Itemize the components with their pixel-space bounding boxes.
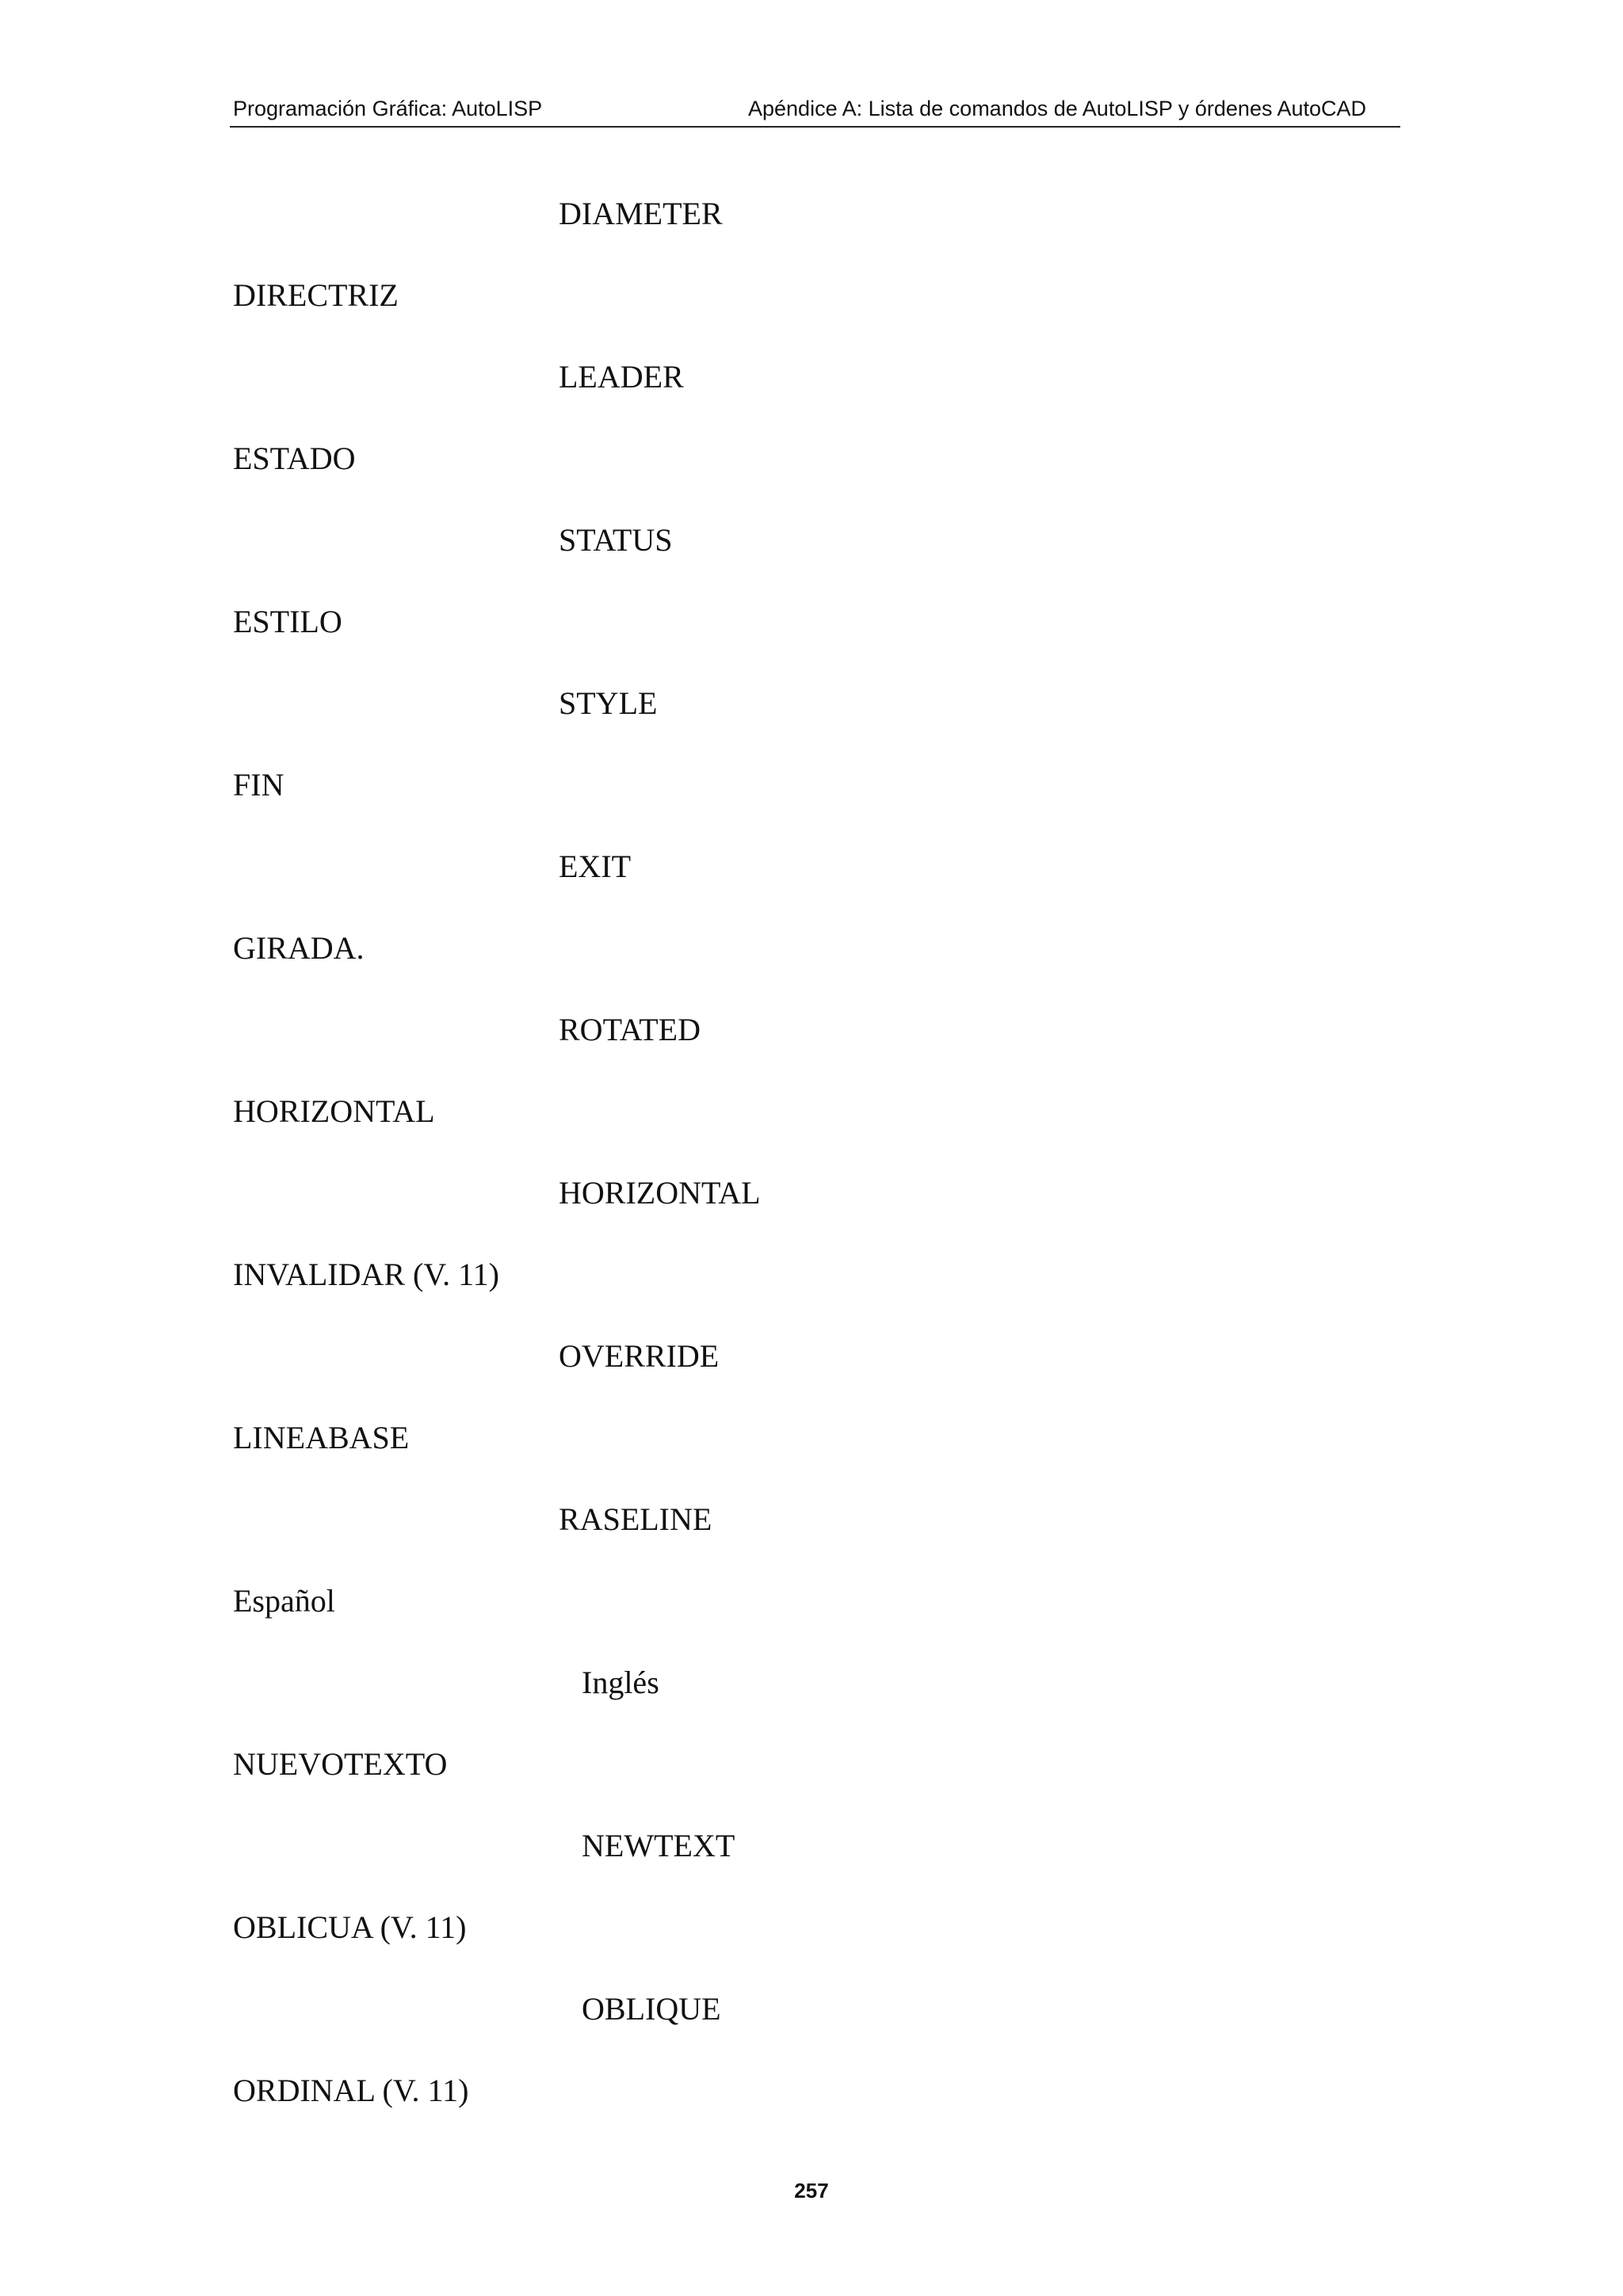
english-command: STYLE [559,685,658,721]
english-command: ROTATED [559,1012,701,1047]
english-command: NEWTEXT [582,1828,735,1863]
page-number: 257 [794,2179,829,2203]
spanish-command: ESTADO [233,441,356,476]
spanish-command: GIRADA. [233,930,365,966]
spanish-command: FIN [233,767,285,803]
english-command: DIAMETER [559,196,723,231]
spanish-command: NUEVOTEXTO [233,1746,448,1782]
spanish-command: DIRECTRIZ [233,277,399,313]
spanish-command: OBLICUA (V. 11) [233,1909,467,1945]
english-command: HORIZONTAL [559,1175,761,1211]
spanish-command: ESTILO [233,604,342,639]
spanish-command: INVALIDAR (V. 11) [233,1257,499,1292]
english-command: OVERRIDE [559,1338,720,1374]
column-heading-english: Inglés [582,1665,659,1700]
column-heading-spanish: Español [233,1583,335,1619]
spanish-command: ORDINAL (V. 11) [233,2073,469,2108]
english-command: EXIT [559,849,632,884]
english-command: STATUS [559,522,673,558]
spanish-command: HORIZONTAL [233,1093,435,1129]
spanish-command: LINEABASE [233,1420,410,1455]
english-command: RASELINE [559,1501,712,1537]
english-command: LEADER [559,359,684,395]
english-command: OBLIQUE [582,1991,721,2027]
header-left-title: Programación Gráfica: AutoLISP [233,97,543,120]
header-right-title: Apéndice A: Lista de comandos de AutoLISP y órdenes AutoCAD [748,97,1367,120]
